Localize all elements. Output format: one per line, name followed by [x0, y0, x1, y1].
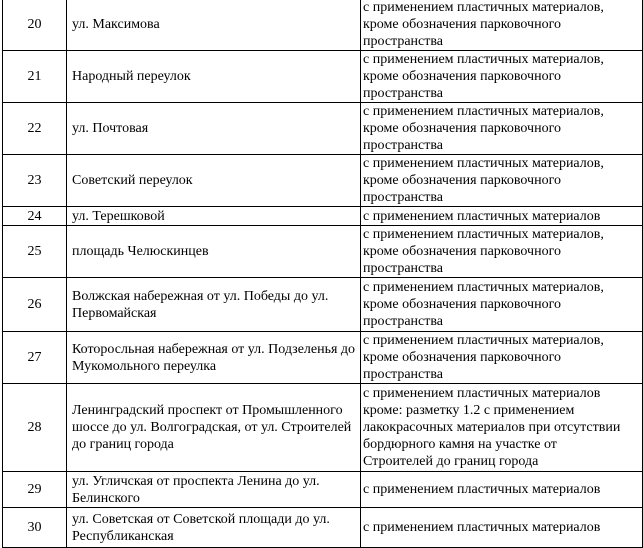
street-name: ул. Почтовая: [67, 103, 361, 155]
row-number: 20: [3, 0, 67, 51]
street-name: ул. Угличская от проспекта Ленина до ул. Белинского: [67, 472, 361, 508]
row-number: 30: [3, 508, 67, 548]
street-name: площадь Челюскинцев: [67, 226, 361, 278]
street-name: ул. Максимова: [67, 0, 361, 51]
marking-note: с применением пластичных материалов, кроме обозначения парковочного пространства: [361, 0, 643, 51]
row-number: 23: [3, 155, 67, 207]
row-number: 26: [3, 278, 67, 332]
marking-note: с применением пластичных материалов: [361, 472, 643, 508]
table-row: [3, 278, 643, 332]
table-row: [3, 332, 643, 384]
row-number: 21: [3, 51, 67, 103]
street-name: Ленинградский проспект от Промышленного шоссе до ул. Волгоградская, от ул. Строителей до границ города: [67, 384, 361, 472]
marking-note: с применением пластичных материалов, кроме обозначения парковочного пространства: [361, 51, 643, 103]
row-number: 28: [3, 384, 67, 472]
table-row: [3, 51, 643, 103]
table-body: [3, 0, 643, 548]
marking-note: с применением пластичных материалов кроме: разметку 1.2 с применением лакокрасочных материалов при отсутствии бордюрного камня на участке от Строителей до границ города: [361, 384, 643, 472]
document-page: [2, 0, 629, 544]
table-row: [3, 384, 643, 472]
street-name: Советский переулок: [67, 155, 361, 207]
row-number: 24: [3, 207, 67, 226]
marking-note: с применением пластичных материалов: [361, 207, 643, 226]
table-row: [3, 508, 643, 548]
row-number: 29: [3, 472, 67, 508]
table-row: [3, 472, 643, 508]
table-row: [3, 0, 643, 51]
street-name: Которосльная набережная от ул. Подзеленья до Мукомольного переулка: [67, 332, 361, 384]
marking-note: с применением пластичных материалов, кроме обозначения парковочного пространства: [361, 155, 643, 207]
table-row: [3, 155, 643, 207]
marking-note: с применением пластичных материалов: [361, 508, 643, 548]
street-name: Волжская набережная от ул. Победы до ул. Первомайская: [67, 278, 361, 332]
marking-note: с применением пластичных материалов, кроме обозначения парковочного пространства: [361, 103, 643, 155]
street-name: ул. Терешковой: [67, 207, 361, 226]
street-name: Народный переулок: [67, 51, 361, 103]
table-row: [3, 207, 643, 226]
table-row: [3, 226, 643, 278]
row-number: 25: [3, 226, 67, 278]
marking-note: с применением пластичных материалов, кроме обозначения парковочного пространства: [361, 332, 643, 384]
street-name: ул. Советская от Советской площади до ул. Республиканская: [67, 508, 361, 548]
table-row: [3, 103, 643, 155]
row-number: 27: [3, 332, 67, 384]
marking-note: с применением пластичных материалов, кроме обозначения парковочного пространства: [361, 278, 643, 332]
marking-note: с применением пластичных материалов, кроме обозначения парковочного пространства: [361, 226, 643, 278]
road-marking-table: [2, 0, 643, 548]
row-number: 22: [3, 103, 67, 155]
